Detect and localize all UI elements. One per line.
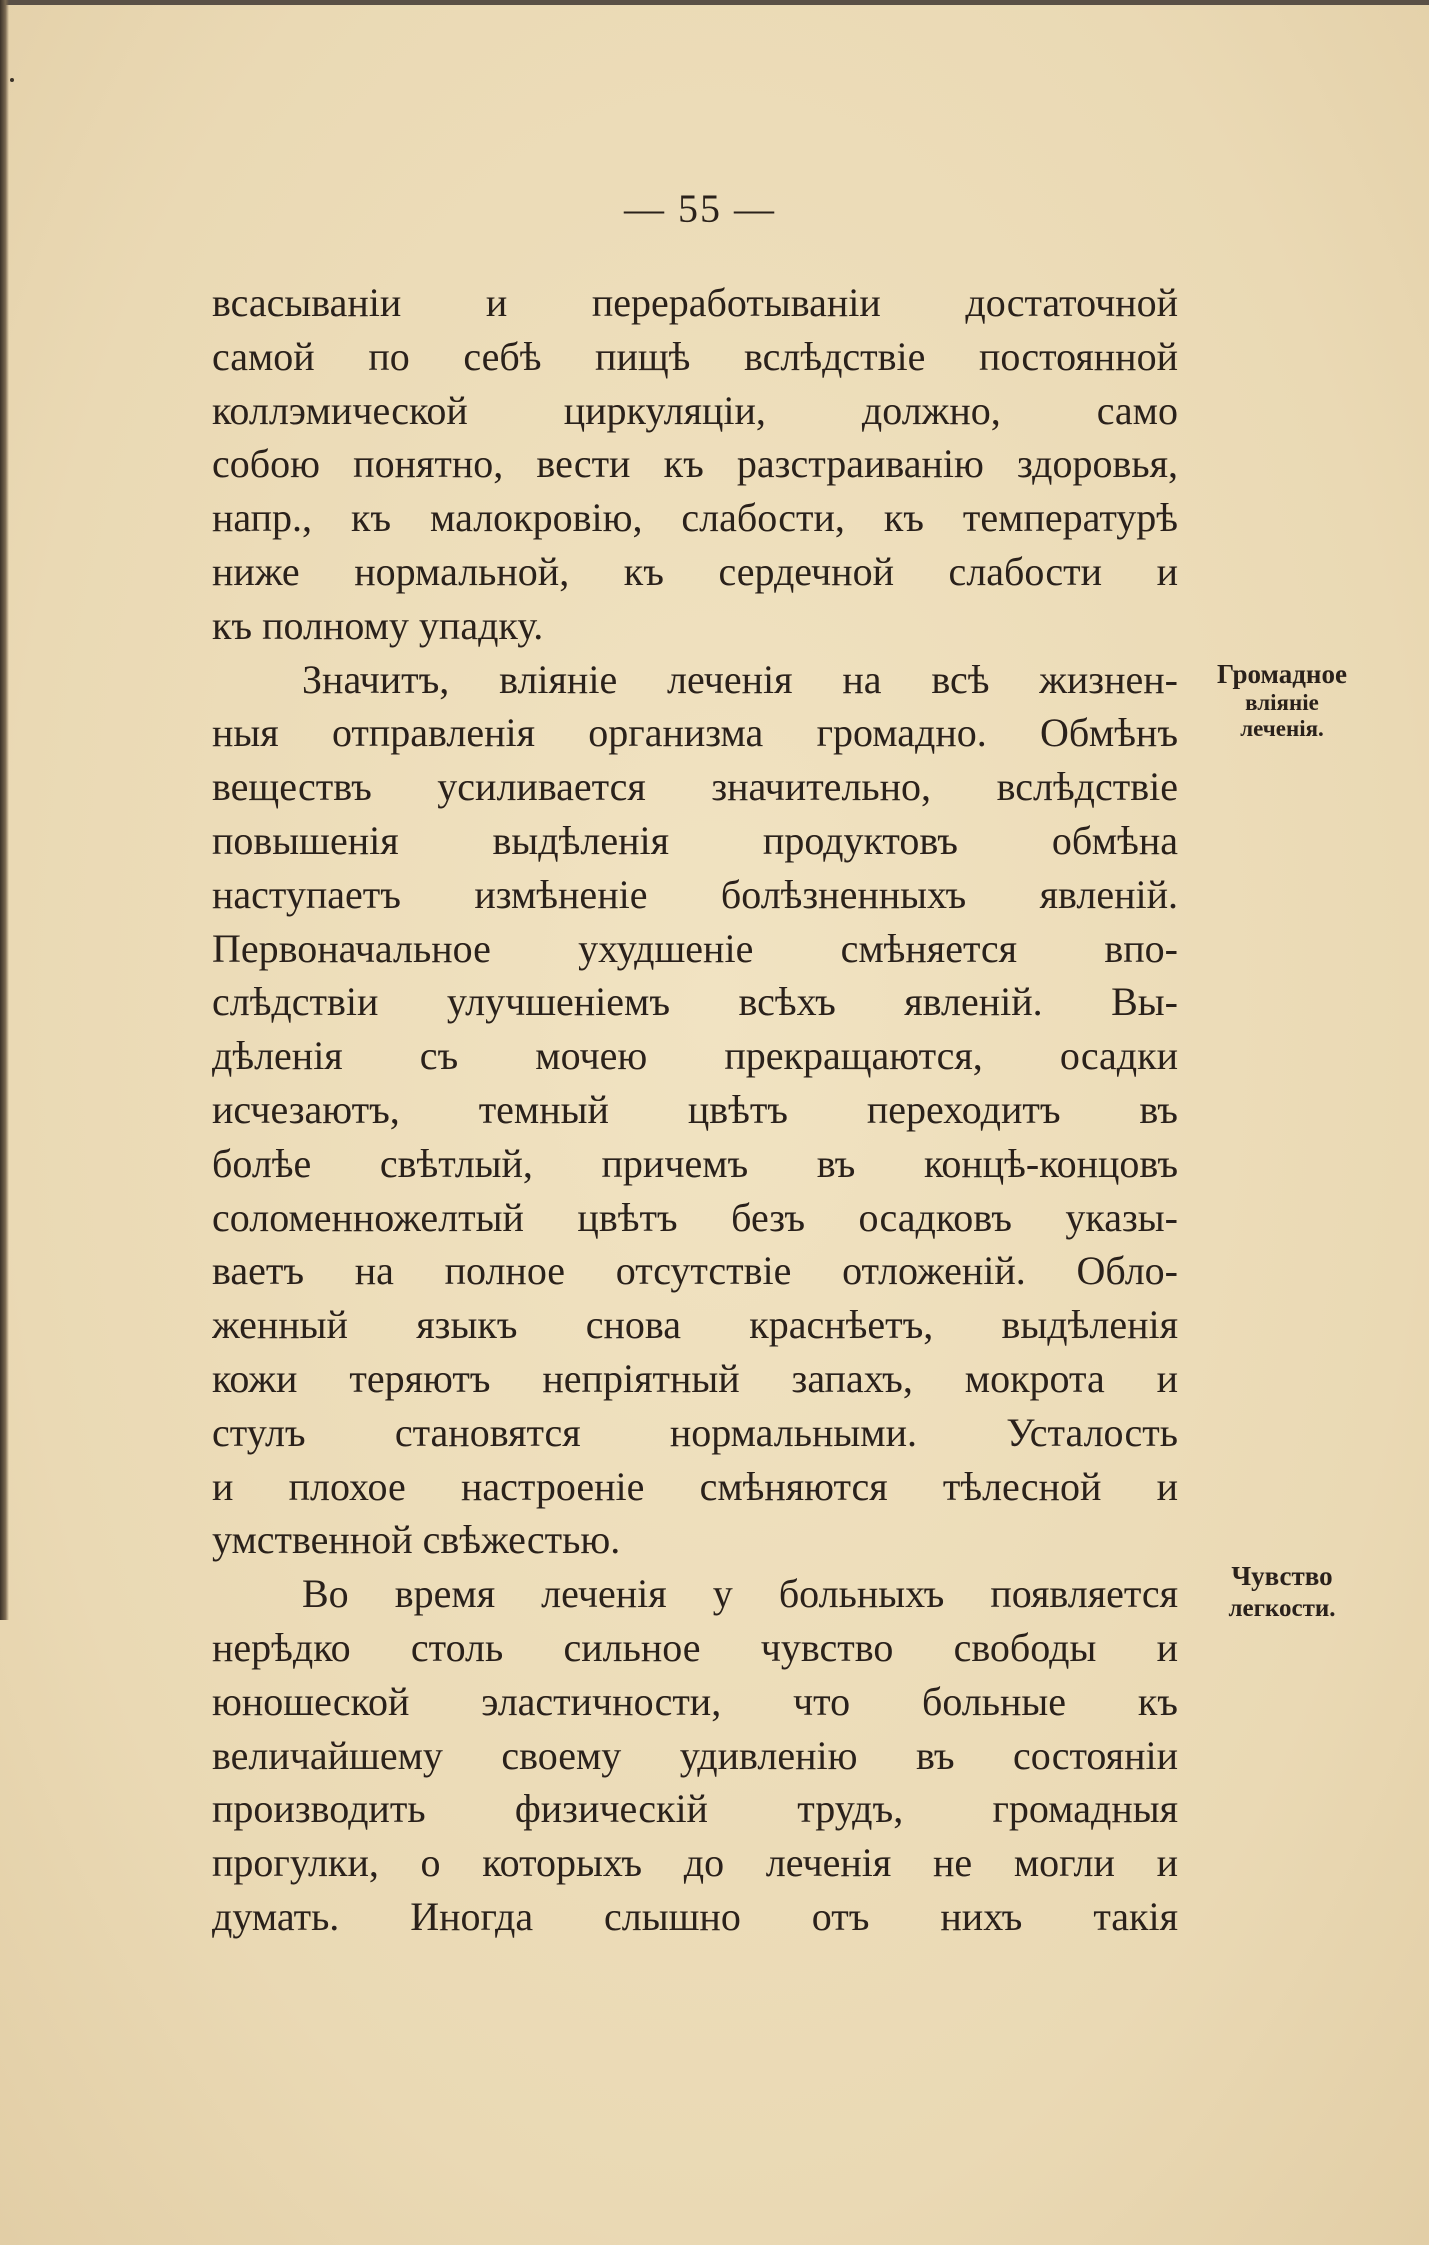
text-line: женный языкъ снова краснѣетъ, выдѣленія (212, 1302, 1178, 1348)
text-line: коллэмической циркуляціи, должно, само (212, 387, 1178, 433)
text-line: дѣленія съ мочею прекращаются, осадки (212, 1033, 1178, 1079)
text-line: ваетъ на полное отсутствіе отложеній. Обло- (212, 1248, 1178, 1294)
text-line: умственной свѣжестью. (212, 1517, 621, 1563)
text-line: болѣе свѣтлый, причемъ въ концѣ-концовъ (212, 1140, 1178, 1186)
text-line: юношеской эластичности, что больные къ (212, 1678, 1178, 1724)
body-text (212, 276, 1178, 1944)
text-line: исчезаютъ, темный цвѣтъ переходитъ въ (212, 1086, 1178, 1132)
margin-note-line: вліяніе (1245, 690, 1319, 715)
margin-note-lightness (1196, 1560, 1368, 1626)
page-number: — 55 — (624, 186, 776, 231)
text-line: наступаетъ измѣненіе болѣзненныхъ явленій. (212, 871, 1178, 917)
text-line: соломенножелтый цвѣтъ безъ осадковъ указы- (212, 1194, 1178, 1240)
text-line: ниже нормальной, къ сердечной слабости и (212, 548, 1178, 594)
binding-mark (10, 78, 14, 82)
margin-note-influence (1184, 658, 1380, 742)
text-line: Во время леченія у больныхъ появляется (302, 1571, 1178, 1617)
text-line: кожи теряютъ непріятный запахъ, мокрота и (212, 1355, 1178, 1401)
margin-note-line: леченія. (1240, 716, 1324, 741)
text-line: самой по себѣ пищѣ вслѣдствіе постоянной (212, 333, 1178, 379)
text-line: и плохое настроеніе смѣняются тѣлесной и (212, 1463, 1178, 1509)
text-line: прогулки, о которыхъ до леченія не могли и (212, 1840, 1178, 1886)
text-line: Значитъ, вліяніе леченія на всѣ жизнен- (302, 656, 1178, 702)
text-line: всасываніи и переработываніи достаточной (212, 280, 1178, 325)
text-line: ныя отправленія организма громадно. Обмѣнъ (212, 710, 1178, 756)
top-edge (0, 0, 1429, 5)
margin-note-line: легкости. (1228, 1595, 1336, 1622)
margin-note-line: Чувство (1231, 1561, 1333, 1591)
text-line: къ полному упадку. (212, 602, 544, 648)
text-line: напр., къ малокровію, слабости, къ температурѣ (212, 495, 1178, 541)
binding-edge (0, 0, 9, 1620)
text-line: собою понятно, вести къ разстраиванію здоровья, (212, 441, 1178, 487)
text-line: Первоначальное ухудшеніе смѣняется впо- (212, 925, 1178, 971)
text-line: нерѣдко столь сильное чувство свободы и (212, 1624, 1178, 1670)
text-line: производить физическій трудъ, громадныя (212, 1786, 1178, 1832)
text-line: слѣдствіи улучшеніемъ всѣхъ явленій. Вы- (212, 979, 1178, 1025)
text-line: стулъ становятся нормальными. Усталость (212, 1409, 1178, 1455)
margin-note-line: Громадное (1217, 659, 1347, 689)
text-line: веществъ усиливается значительно, вслѣдствіе (212, 764, 1178, 810)
text-line: повышенія выдѣленія продуктовъ обмѣна (212, 817, 1178, 863)
text-line: думать. Иногда слышно отъ нихъ такія (212, 1893, 1178, 1939)
text-line: величайшему своему удивленію въ состояніи (212, 1732, 1178, 1778)
